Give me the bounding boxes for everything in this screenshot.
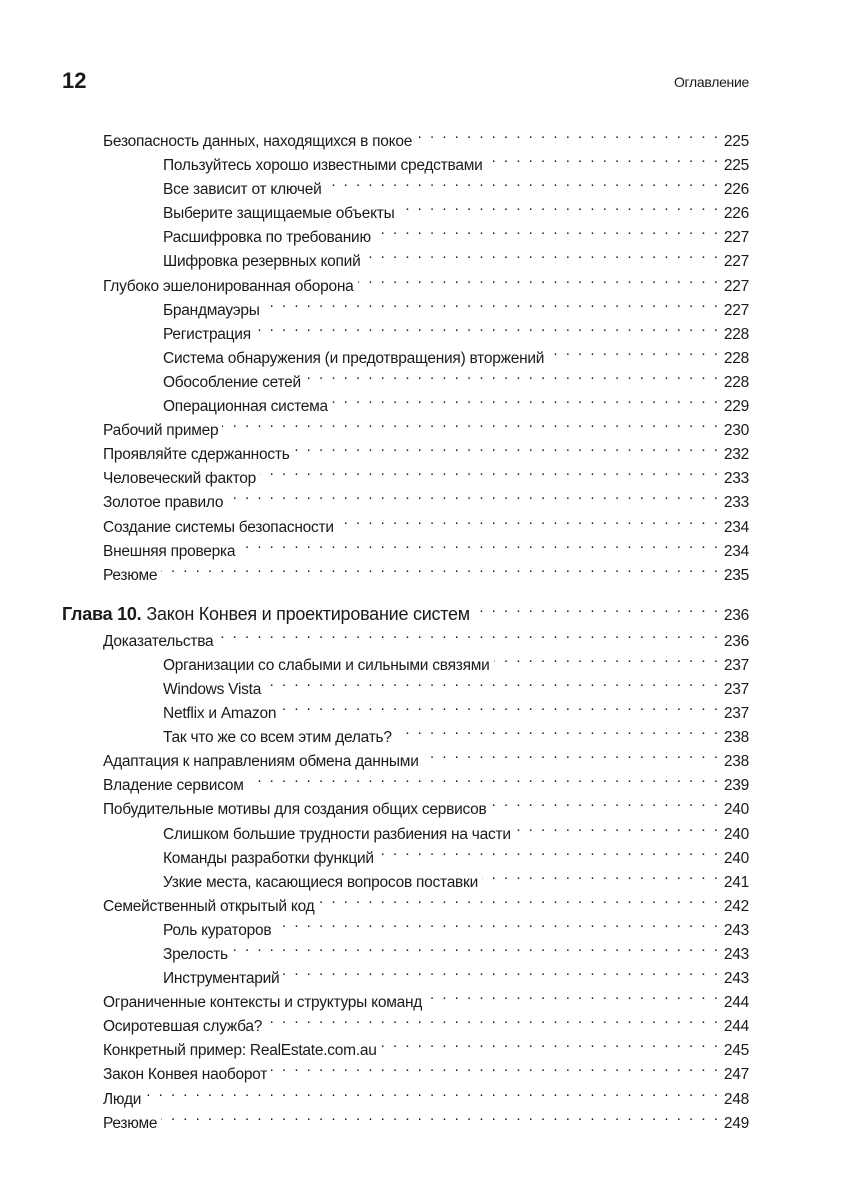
toc-entry-title: Netflix и Amazon (163, 705, 277, 723)
toc-entry-title: Операционная система (163, 398, 328, 416)
chapter-label: Глава 10. (62, 603, 142, 624)
dot-leader (265, 670, 720, 694)
toc-entry-title: Конкретный пример: RealEstate.com.au (103, 1042, 377, 1060)
dot-leader (161, 1104, 720, 1128)
toc-entry-page: 240 (723, 849, 749, 867)
toc-entry-title: Побудительные мотивы для создания общих сервисов (103, 801, 487, 819)
toc-entry-page: 230 (723, 422, 749, 440)
toc-entry-title: Внешняя проверка (103, 542, 236, 560)
toc-entry-page: 244 (723, 1018, 749, 1036)
dot-leader (358, 267, 720, 291)
toc-entry-title: Создание системы безопасности (103, 518, 334, 536)
toc-entry-title: Выберите защищаемые объекты (163, 205, 395, 223)
toc-entry-page: 228 (723, 373, 749, 391)
page-number: 12 (62, 68, 87, 93)
toc-entry-title: Адаптация к направлениям обмена данными (103, 753, 419, 771)
toc-entry-page: 247 (723, 1066, 749, 1084)
toc-entry-page: 229 (723, 398, 749, 416)
toc-entry-title: Узкие места, касающиеся вопросов поставки (163, 873, 478, 891)
toc-entry-page: 235 (723, 566, 749, 584)
dot-leader (217, 622, 719, 646)
dot-leader (482, 863, 720, 887)
toc-entry-page: 237 (723, 656, 749, 674)
dot-leader (426, 983, 720, 1007)
dot-leader (260, 459, 720, 483)
dot-leader (283, 959, 719, 983)
toc-entry-page: 241 (723, 873, 749, 891)
toc-entry-title: Глубоко эшелонированная оборона (103, 277, 354, 295)
toc-entry-title: Закон Конвея наоборот (103, 1066, 268, 1084)
toc-entry-title: Доказательства (103, 632, 214, 650)
toc-entry-title: Windows Vista (163, 680, 262, 698)
toc-entry-title: Золотое правило (103, 494, 224, 512)
toc-entry[interactable] (62, 122, 749, 150)
toc-entry-page: 234 (723, 518, 749, 536)
toc-entry-page: 249 (723, 1114, 749, 1132)
dot-leader (332, 387, 720, 411)
toc-entry-title: Регистрация (163, 325, 251, 343)
toc-entry-page: 226 (723, 205, 749, 223)
toc-entry-page: 243 (723, 970, 749, 988)
dot-leader (365, 242, 720, 266)
toc-entry-title: Все зависит от ключей (163, 181, 322, 199)
dot-leader (338, 508, 720, 532)
toc-entry[interactable] (62, 556, 749, 584)
toc-entry-title: Слишком большие трудности разбиения на части (163, 825, 511, 843)
toc-entry-page: 233 (723, 494, 749, 512)
toc-entry-title: Брандмауэры (163, 301, 260, 319)
dot-leader (515, 815, 720, 839)
dot-leader (396, 718, 720, 742)
dot-leader (280, 694, 720, 718)
dot-leader (318, 887, 719, 911)
toc-entry-page: 240 (723, 825, 749, 843)
dot-leader (145, 1080, 720, 1104)
dot-leader (305, 363, 720, 387)
toc-entry-title: Инструментарий (163, 970, 280, 988)
toc-entry-page: 239 (723, 777, 749, 795)
dot-leader (487, 146, 720, 170)
toc-entry-title: Семейственный открытый код (103, 897, 315, 915)
dot-leader (491, 790, 720, 814)
table-of-contents (62, 122, 749, 1132)
dot-leader (375, 218, 720, 242)
dot-leader (294, 435, 720, 459)
dot-leader (399, 194, 720, 218)
toc-entry-page: 225 (723, 157, 749, 175)
toc-entry-title: Обособление сетей (163, 373, 301, 391)
dot-leader (416, 122, 720, 146)
toc-entry-title: Безопасность данных, находящихся в покое (103, 133, 413, 150)
dot-leader (423, 742, 720, 766)
toc-entry-page: 238 (723, 729, 749, 747)
toc-entry-title: Роль кураторов (163, 921, 272, 939)
toc-entry-page: 248 (723, 1090, 749, 1108)
toc-entry-page: 236 (723, 632, 749, 650)
toc-entry-title: Пользуйтесь хорошо известными средствами (163, 157, 483, 175)
toc-entry-page: 234 (723, 542, 749, 560)
toc-entry[interactable] (62, 1104, 749, 1132)
toc-entry-page: 226 (723, 181, 749, 199)
toc-entry-page: 225 (723, 133, 749, 150)
toc-entry-page: 228 (723, 325, 749, 343)
dot-leader (381, 1031, 720, 1055)
dot-leader (264, 291, 720, 315)
dot-leader (227, 483, 720, 507)
toc-entry-title: Система обнаружения (и предотвращения) вторжений (163, 349, 545, 367)
dot-leader (548, 339, 720, 363)
toc-entry-title: Расшифровка по требованию (163, 229, 371, 247)
toc-entry-title: Люди (103, 1090, 142, 1108)
toc-entry-page: 237 (723, 705, 749, 723)
dot-leader (271, 1055, 720, 1079)
toc-entry-page: 227 (723, 229, 749, 247)
toc-entry-page: 236 (723, 606, 749, 624)
dot-leader (232, 935, 720, 959)
toc-entry-page: 244 (723, 994, 749, 1012)
toc-entry-title: Осиротевшая служба? (103, 1018, 263, 1036)
toc-entry-page: 227 (723, 277, 749, 295)
toc-chapter-entry[interactable] (62, 596, 749, 622)
toc-entry-page: 228 (723, 349, 749, 367)
dot-leader (378, 839, 720, 863)
toc-entry-page: 237 (723, 680, 749, 698)
dot-leader (248, 766, 720, 790)
dot-leader (275, 911, 720, 935)
toc-entry-title: Закон Конвея и проектирование систем (146, 603, 470, 624)
toc-entry-title: Команды разработки функций (163, 849, 374, 867)
toc-entry[interactable] (62, 1080, 749, 1108)
toc-entry-title: Владение сервисом (103, 777, 244, 795)
toc-entry-title: Организации со слабыми и сильными связями (163, 656, 490, 674)
running-title: Оглавление (673, 74, 749, 90)
toc-entry-page: 238 (723, 753, 749, 771)
toc-entry-title: Шифровка резервных копий (163, 253, 361, 271)
dot-leader (474, 596, 720, 620)
toc-entry-title: Проявляйте сдержанность (103, 446, 290, 464)
dot-leader (161, 556, 720, 580)
toc-entry-title: Так что же со всем этим делать? (163, 729, 392, 747)
toc-entry-page: 245 (723, 1042, 749, 1060)
dot-leader (239, 532, 720, 556)
toc-entry-title: Человеческий фактор (103, 470, 257, 488)
toc-entry-title: Резюме (103, 1114, 158, 1132)
toc-entry-page: 232 (723, 446, 749, 464)
toc-entry-title: Зрелость (163, 946, 228, 963)
dot-leader (494, 646, 720, 670)
toc-entry-page: 227 (723, 253, 749, 271)
toc-entry-title: Резюме (103, 566, 158, 584)
toc-entry-page: 227 (723, 301, 749, 319)
toc-entry-page: 233 (723, 470, 749, 488)
toc-entry-page: 242 (723, 897, 749, 915)
dot-leader (326, 170, 720, 194)
toc-entry-page: 243 (723, 946, 749, 963)
toc-entry-page: 243 (723, 921, 749, 939)
toc-entry-title: Рабочий пример (103, 422, 219, 440)
dot-leader (222, 411, 720, 435)
dot-leader (266, 1007, 720, 1031)
toc-entry-page: 240 (723, 801, 749, 819)
dot-leader (255, 315, 720, 339)
toc-entry-title: Ограниченные контексты и структуры команд (103, 994, 423, 1012)
